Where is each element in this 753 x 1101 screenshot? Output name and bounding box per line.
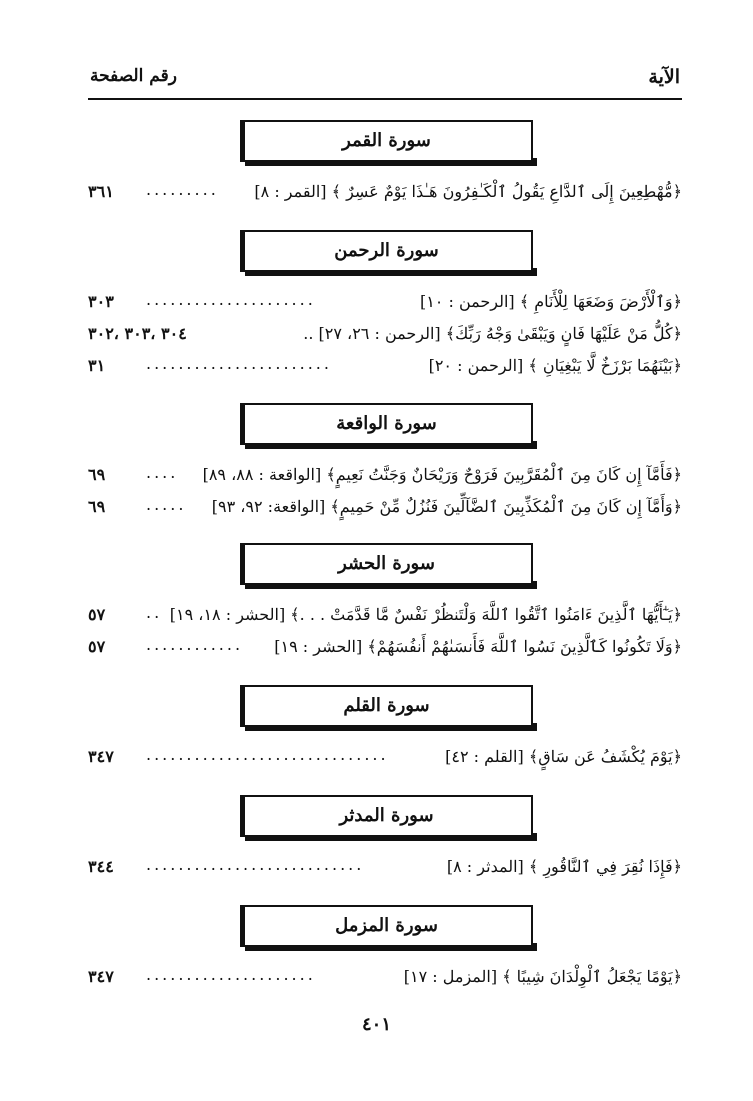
surah-heading-box <box>240 120 533 162</box>
header-page-number-label: رقم الصفحة <box>90 66 177 86</box>
surah-title: سورة الواقعة <box>336 413 437 434</box>
verse-entry <box>88 352 682 382</box>
leader-dots: ..................... <box>146 965 316 984</box>
surah-heading-box <box>240 230 533 272</box>
surah-title: سورة القلم <box>343 695 430 716</box>
verse-text: ﴿كُلُّ مَنْ عَلَيْهَا فَانٍ وَيَبْقَىٰ وَجْهُ رَبِّكَ﴾ [الرحمن : ٢٦، ٢٧] .. <box>303 324 682 343</box>
page-reference: ٥٧ <box>88 637 106 656</box>
surah-title: سورة القمر <box>342 130 431 151</box>
surah-heading-box <box>240 905 533 947</box>
leader-dots: ..................... <box>146 290 316 309</box>
verse-text: ﴿وَلَا تَكُونُوا كَٱلَّذِينَ نَسُوا ٱللَّهَ فَأَنسَىٰهُمْ أَنفُسَهُمْ﴾ [الحشر : ١٩] <box>274 637 682 656</box>
page-reference: ٦٩ <box>88 465 106 484</box>
surah-title: سورة الرحمن <box>334 240 439 261</box>
leader-dots: ..... <box>146 495 187 514</box>
page-reference: ٣٠٤ ،٣٠٣ ،٣٠٢ <box>88 324 187 343</box>
verse-entry <box>88 633 682 663</box>
page-reference: ٣١ <box>88 356 106 375</box>
verse-text: ﴿يَوْمًا يَجْعَلُ ٱلْوِلْدَانَ شِيبًا ﴾ [المزمل : ١٧] <box>403 967 682 986</box>
verse-entry <box>88 743 682 773</box>
verse-entry <box>88 493 682 523</box>
leader-dots: .. <box>146 603 163 622</box>
leader-dots: .... <box>146 463 179 482</box>
surah-title: سورة الحشر <box>338 553 435 574</box>
verse-entry <box>88 461 682 491</box>
page-number: ٤٠١ <box>361 1014 391 1035</box>
page-header <box>88 58 682 100</box>
verse-text: ﴿يَـٰٓأَيُّهَا ٱلَّذِينَ ءَامَنُوا ٱتَّقُوا ٱللَّهَ وَلْتَنظُرْ نَفْسٌ مَّا قَدَّمَتْ . . .﴾ [الحشر : ١٨، ١٩] <box>169 605 682 624</box>
page-reference: ٦٩ <box>88 497 106 516</box>
verse-entry <box>88 320 682 350</box>
surah-title: سورة المزمل <box>335 915 438 936</box>
verse-entry <box>88 601 682 631</box>
page-reference: ٥٧ <box>88 605 106 624</box>
leader-dots: .............................. <box>146 745 389 764</box>
surah-heading-box <box>240 685 533 727</box>
verse-text: ﴿فَأَمَّآ إِن كَانَ مِنَ ٱلْمُقَرَّبِينَ فَرَوْحٌ وَرَيْحَانٌ وَجَنَّتُ نَعِيمٍ﴾ [الواقعة : ٨٨، ٨٩] <box>202 465 682 484</box>
verse-entry <box>88 178 682 208</box>
surah-heading-box <box>240 403 533 445</box>
verse-entry <box>88 853 682 883</box>
page-reference: ٣٠٣ <box>88 292 114 311</box>
verse-text: ﴿وَٱلْأَرْضَ وَضَعَهَا لِلْأَنَامِ ﴾ [الرحمن : ١٠] <box>419 292 682 311</box>
page-reference: ٣٦١ <box>88 182 114 201</box>
verse-text: ﴿فَإِذَا نُقِرَ فِي ٱلنَّاقُورِ ﴾ [المدثر : ٨] <box>446 857 682 876</box>
page-reference: ٣٤٧ <box>88 967 114 986</box>
leader-dots: ....................... <box>146 354 332 373</box>
page-reference: ٣٤٧ <box>88 747 114 766</box>
leader-dots: ......... <box>146 180 219 199</box>
surah-title: سورة المدثر <box>339 805 434 826</box>
verse-text: ﴿وَأَمَّآ إِن كَانَ مِنَ ٱلْمُكَذِّبِينَ ٱلضَّآلِّينَ فَنُزُلٌ مِّنْ حَمِيمٍ﴾ [الواقعة: ٩٢، ٩٣] <box>211 497 682 516</box>
page-reference: ٣٤٤ <box>88 857 114 876</box>
verse-entry <box>88 963 682 993</box>
verse-text: ﴿بَيْنَهُمَا بَرْزَخٌ لَّا يَبْغِيَانِ ﴾ [الرحمن : ٢٠] <box>428 356 682 375</box>
verse-text: ﴿يَوْمَ يُكْشَفُ عَن سَاقٍ﴾ [القلم : ٤٢] <box>445 747 682 766</box>
header-verse-label: الآية <box>648 66 680 88</box>
surah-heading-box <box>240 543 533 585</box>
verse-entry <box>88 288 682 318</box>
leader-dots: ........................... <box>146 855 365 874</box>
leader-dots: ............ <box>146 635 244 654</box>
surah-heading-box <box>240 795 533 837</box>
verse-text: ﴿مُّهْطِعِينَ إِلَى ٱلدَّاعِ يَقُولُ ٱلْكَـٰفِرُونَ هَـٰذَا يَوْمٌ عَسِرٌ ﴾ [القمر : ٨] <box>254 182 682 201</box>
